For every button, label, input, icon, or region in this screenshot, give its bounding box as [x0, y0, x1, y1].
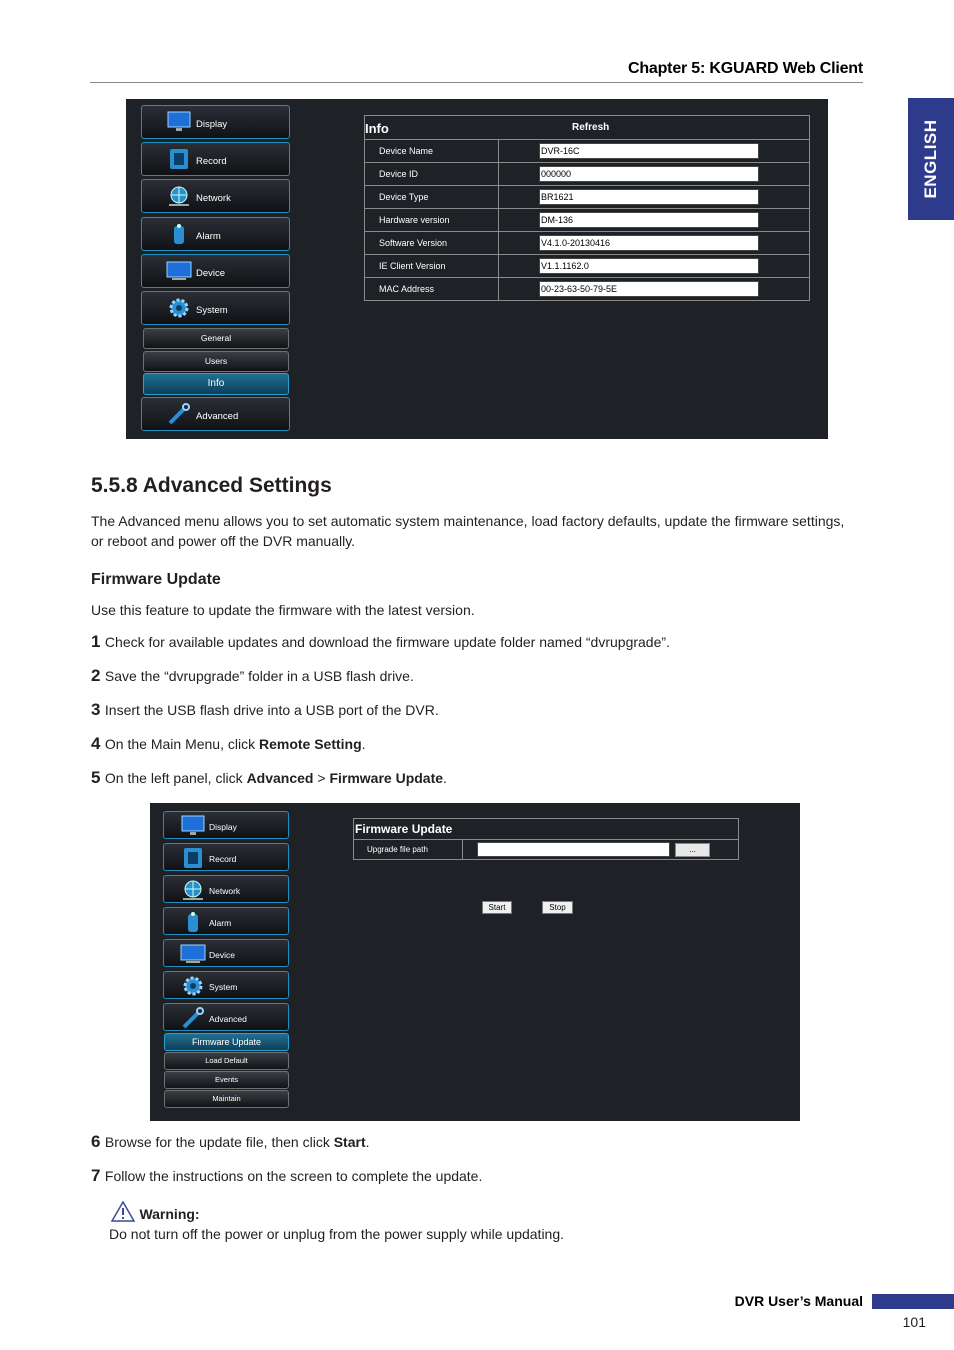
step-number: 6	[91, 1132, 101, 1151]
row-value: 000000	[539, 166, 759, 182]
submenu-load-default[interactable]	[164, 1052, 289, 1070]
step-bold: Remote Setting	[258, 736, 362, 752]
chapter-title: Chapter 5: KGUARD Web Client	[627, 60, 863, 77]
info-row	[365, 231, 809, 255]
subsection-intro: Use this feature to update the firmware with the latest version.	[91, 602, 475, 618]
menu-item-network[interactable]	[163, 875, 289, 903]
menu-label: Record	[196, 156, 227, 167]
row-label: IE Client Version	[379, 261, 446, 271]
step-3	[91, 700, 439, 720]
stop-button[interactable]: Stop	[542, 901, 573, 914]
step-2	[91, 666, 414, 686]
submenu-general[interactable]	[143, 328, 289, 349]
submenu-label: Events	[215, 1075, 238, 1084]
start-button[interactable]: Start	[482, 901, 512, 914]
step-text: Insert the USB flash drive into a USB port of the DVR.	[104, 702, 439, 718]
submenu-users[interactable]	[143, 351, 289, 372]
step-text: .	[365, 1134, 370, 1150]
step-5	[91, 768, 447, 788]
step-text: Follow the instructions on the screen to complete the update.	[104, 1168, 483, 1184]
language-tab-label: ENGLISH	[921, 119, 940, 199]
step-6	[91, 1132, 370, 1152]
panel-title: Firmware Update	[355, 822, 453, 836]
footer-manual-title: DVR User’s Manual	[734, 1293, 863, 1309]
step-4	[91, 734, 366, 754]
step-text: Browse for the update file, then click	[104, 1134, 334, 1150]
info-row	[365, 208, 809, 232]
submenu-label: Info	[207, 378, 225, 389]
step-text: >	[313, 770, 330, 786]
info-panel	[364, 115, 810, 301]
submenu-info[interactable]	[143, 373, 289, 395]
menu-label: Device	[196, 268, 226, 279]
menu-item-alarm[interactable]	[141, 217, 290, 251]
info-row	[365, 277, 809, 301]
menu-item-advanced[interactable]	[141, 397, 290, 431]
menu-item-record[interactable]	[163, 843, 289, 871]
info-row	[365, 139, 809, 163]
menu-label: Network	[209, 886, 241, 896]
row-value: V1.1.1162.0	[539, 258, 759, 274]
step-number: 7	[91, 1166, 101, 1185]
row-label: MAC Address	[379, 284, 435, 294]
section-intro: The Advanced menu allows you to set automatic system maintenance, load factory defaults, update the firmware settings, or reboot and power off the DVR manually.	[91, 513, 845, 549]
step-number: 5	[91, 768, 101, 787]
step-text: On the Main Menu, click	[104, 736, 259, 752]
menu-label: Display	[196, 119, 228, 130]
warning-label: Warning:	[139, 1206, 200, 1222]
section-title: 5.5.8 Advanced Settings	[91, 474, 332, 497]
firmware-panel	[353, 818, 739, 860]
menu-label: Alarm	[196, 231, 221, 242]
footer-accent-bar	[872, 1294, 954, 1309]
step-1	[91, 632, 670, 652]
panel-title: Info	[365, 121, 389, 136]
row-label: Hardware version	[379, 215, 450, 225]
row-label: Device ID	[379, 169, 419, 179]
wrench-icon	[180, 1006, 206, 1030]
row-label: Device Name	[379, 146, 434, 156]
menu-label: Record	[209, 854, 237, 864]
browse-button[interactable]: ...	[675, 843, 710, 857]
submenu-firmware-update[interactable]	[164, 1033, 289, 1051]
menu-item-display[interactable]	[141, 105, 290, 139]
step-number: 1	[91, 632, 101, 651]
menu-item-system[interactable]	[141, 291, 290, 325]
step-bold: Advanced	[246, 770, 314, 786]
submenu-label: Users	[204, 356, 228, 366]
field-label: Upgrade file path	[367, 845, 428, 854]
step-number: 4	[91, 734, 101, 753]
step-text: Check for available updates and download the firmware update folder named “dvrupgrade”.	[104, 634, 670, 650]
step-text: .	[443, 770, 447, 786]
warning-text: Do not turn off the power or unplug from the power supply while updating.	[109, 1226, 565, 1242]
row-value: DM-136	[539, 212, 759, 228]
menu-item-system[interactable]	[163, 971, 289, 999]
alarm-icon	[166, 222, 192, 246]
step-number: 3	[91, 700, 101, 719]
menu-label: System	[196, 305, 228, 316]
menu-item-advanced[interactable]	[163, 1003, 289, 1031]
menu-label: Alarm	[209, 918, 232, 928]
step-number: 2	[91, 666, 101, 685]
monitor-icon	[166, 110, 192, 134]
menu-item-device[interactable]	[163, 939, 289, 967]
step-text: .	[361, 736, 366, 752]
subsection-title: Firmware Update	[91, 571, 221, 588]
menu-label: Device	[209, 950, 235, 960]
warning-heading	[111, 1201, 200, 1224]
globe-icon	[166, 184, 192, 208]
step-bold: Firmware Update	[329, 770, 444, 786]
submenu-maintain[interactable]	[164, 1090, 289, 1108]
language-tab	[908, 98, 954, 220]
row-value: 00-23-63-50-79-5E	[539, 281, 759, 297]
device-icon	[180, 942, 206, 966]
gear-icon	[180, 974, 206, 998]
row-value: DVR-16C	[539, 143, 759, 159]
row-value: V4.1.0-20130416	[539, 235, 759, 251]
step-text: On the left panel, click	[104, 770, 247, 786]
menu-label: System	[209, 982, 238, 992]
globe-icon	[180, 878, 206, 902]
menu-label: Advanced	[209, 1014, 247, 1024]
upgrade-row	[354, 839, 738, 860]
step-text: Save the “dvrupgrade” folder in a USB flash drive.	[104, 668, 414, 684]
menu-item-display[interactable]	[163, 811, 289, 839]
info-row	[365, 162, 809, 186]
device-icon	[166, 259, 192, 283]
record-icon	[166, 147, 192, 171]
upgrade-path-input[interactable]	[477, 842, 670, 857]
submenu-events[interactable]	[164, 1071, 289, 1089]
firmware-screenshot	[150, 803, 800, 1121]
alarm-icon	[180, 910, 206, 934]
info-row	[365, 185, 809, 209]
header-divider	[90, 82, 863, 83]
row-value: BR1621	[539, 189, 759, 205]
page-number: 101	[902, 1314, 926, 1330]
record-icon	[180, 846, 206, 870]
menu-label: Advanced	[196, 411, 239, 422]
monitor-icon	[180, 814, 206, 838]
info-row	[365, 254, 809, 278]
menu-item-device[interactable]	[141, 254, 290, 288]
info-screenshot	[126, 99, 828, 439]
row-label: Device Type	[379, 192, 429, 202]
menu-label: Display	[209, 822, 237, 832]
submenu-label: Load Default	[205, 1056, 248, 1065]
submenu-label: Firmware Update	[191, 1037, 262, 1047]
step-7	[91, 1166, 482, 1186]
step-bold: Start	[333, 1134, 366, 1150]
submenu-label: Maintain	[212, 1094, 241, 1103]
wrench-icon	[166, 402, 192, 426]
menu-item-record[interactable]	[141, 142, 290, 176]
menu-label: Network	[196, 193, 231, 204]
warning-icon	[111, 1201, 135, 1222]
row-label: Software Version	[379, 238, 448, 248]
submenu-label: General	[200, 333, 232, 343]
menu-item-alarm[interactable]	[163, 907, 289, 935]
menu-item-network[interactable]	[141, 179, 290, 213]
gear-icon	[166, 296, 192, 320]
refresh-button[interactable]: Refresh	[572, 122, 610, 133]
